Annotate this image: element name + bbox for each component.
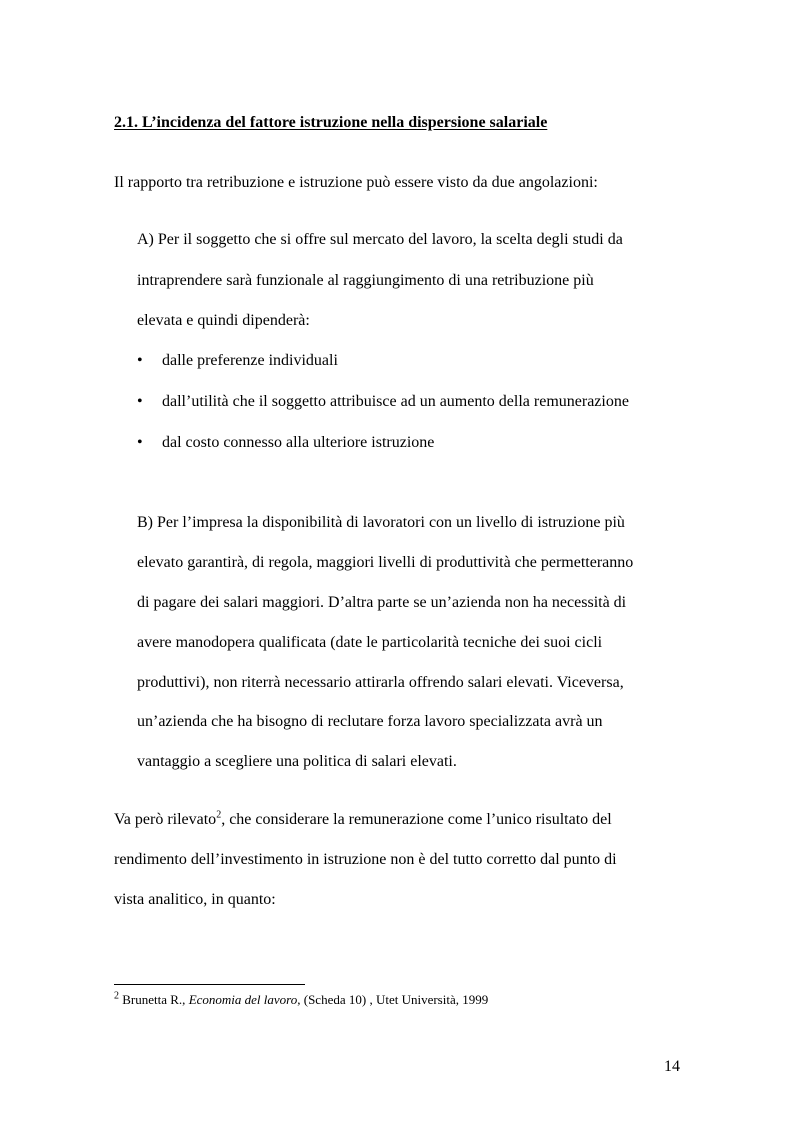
point-b-line-1: B) Per l’impresa la disponibilità di lavoratori con un livello di istruzione più — [137, 514, 625, 531]
bullet-item: dall’utilità che il soggetto attribuisce ad un aumento della remunerazione — [162, 393, 629, 410]
point-b-line-4: avere manodopera qualificata (date le particolarità tecniche dei suoi cicli — [137, 634, 603, 651]
bullet-item: dalle preferenze individuali — [162, 352, 338, 369]
footnote-number: 2 — [114, 990, 119, 1002]
footnote — [114, 991, 488, 1009]
footnote-reference[interactable]: 2 — [216, 809, 222, 821]
closing-line-2: rendimento dell’investimento in istruzione non è del tutto corretto dal punto di — [114, 851, 617, 868]
page-number: 14 — [664, 1058, 680, 1075]
bullet-marker: • — [137, 352, 143, 369]
point-a-line-2: intraprendere sarà funzionale al raggiungimento di una retribuzione più — [137, 272, 594, 289]
bullet-marker: • — [137, 393, 143, 410]
point-b-line-5: produttivi), non riterrà necessario attirarla offrendo salari elevati. Viceversa, — [137, 674, 624, 691]
point-a-line-1: A) Per il soggetto che si offre sul mercato del lavoro, la scelta degli studi da — [137, 231, 623, 248]
section-heading: 2.1. L’incidenza del fattore istruzione nella dispersione salariale — [114, 114, 548, 131]
point-a-line-3: elevata e quindi dipenderà: — [137, 312, 310, 329]
bullet-item: dal costo connesso alla ulteriore istruzione — [162, 434, 435, 451]
intro-paragraph: Il rapporto tra retribuzione e istruzione può essere visto da due angolazioni: — [114, 174, 598, 191]
footnote-title: Economia del lavoro — [188, 992, 298, 1007]
footnote-divider — [114, 984, 305, 985]
closing-line-1 — [114, 810, 612, 830]
closing-text-end: , che considerare la remunerazione come l’unico risultato del — [221, 811, 612, 828]
point-b-line-6: un’azienda che ha bisogno di reclutare forza lavoro specializzata avrà un — [137, 713, 603, 730]
footnote-details: , (Scheda 10) , Utet Università, 1999 — [297, 992, 489, 1007]
point-b-line-2: elevato garantirà, di regola, maggiori livelli di produttività che permetteranno — [137, 554, 634, 571]
point-b-line-7: vantaggio a scegliere una politica di salari elevati. — [137, 753, 457, 770]
footnote-author: Brunetta R., — [119, 992, 189, 1007]
bullet-marker: • — [137, 434, 143, 451]
closing-text-start: Va però rilevato — [114, 811, 217, 828]
closing-line-3: vista analitico, in quanto: — [114, 891, 276, 908]
point-b-line-3: di pagare dei salari maggiori. D’altra parte se un’azienda non ha necessità di — [137, 594, 627, 611]
